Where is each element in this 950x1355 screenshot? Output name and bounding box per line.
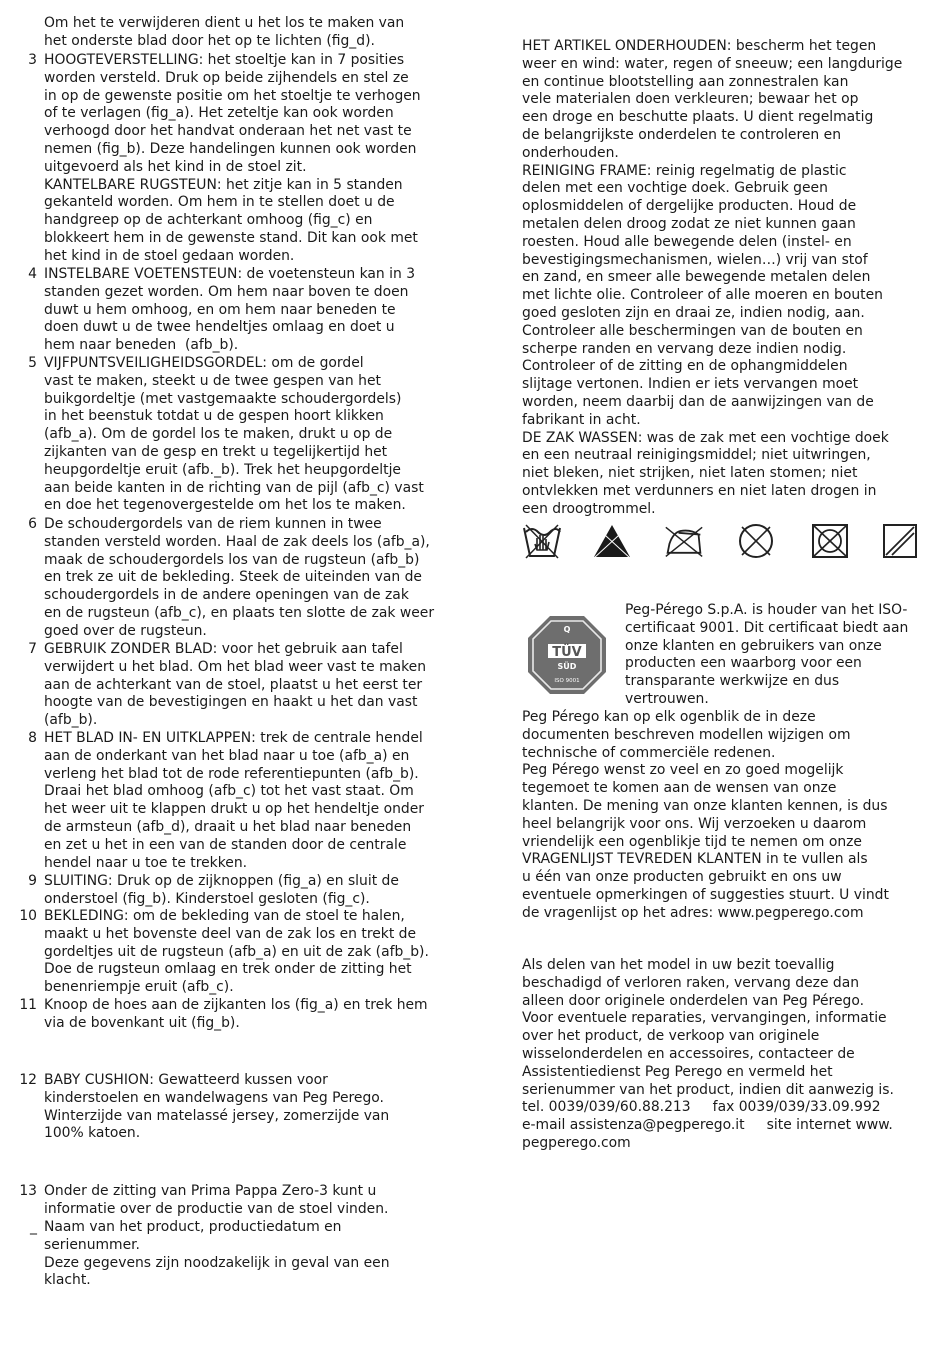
list-item: [0, 355, 470, 515]
item-text: HOOGTEVERSTELLING: het stoeltje kan in 7 posities worden versteld. Druk op beide zijhendels en stel ze in op de gewenste positie om het stoeltje te verhogen of te verlagen (fig_a). Het zeteltje kan ook worden verhoogd door het handvat onderaan het net vast te nemen (fig_b). Deze handelingen kunnen ook worden uitgevoerd als het kind in de stoel zit. KANTELBARE RUGSTEUN: het zitje kan in 5 standen gekanteld worden. Om hem in te stellen doet u de handgreep op de achterkant omhoog (fig_c) en blokkeert hem in de gewenste stand. Dit kan ook met het kind in de stoel gedaan worden.: [44, 52, 421, 264]
list-item: [0, 730, 470, 872]
item-number: 3: [28, 52, 37, 68]
item-text: Knoop de hoes aan de zijkanten los (fig_a) en trek hem via de bovenkant uit (fig_b).: [44, 997, 428, 1031]
do-not-tumble-dry-icon: [810, 522, 850, 560]
list-item: [0, 873, 470, 909]
company-text: Peg Pérego kan op elk ogenblik de in deze documenten beschreven modellen wijzigen om technische of commerciële redenen. Peg Pérego wenst zo veel en zo goed mogelijk tegemoet te komen aan de wensen van onze klanten. De mening van onze klanten kennen, is dus heel belangrijk voor ons. Wij verzoeken u daarom vriendelijk een ogenblikje tijd te nemen om onze VRAGENLIJST TEVREDEN KLANTEN in te vullen als u één van onze producten gebruikt en ons uw eventuele opmerkingen of suggesties stuurt. U vindt de vragenlijst op het adres: www.pegperego.com: [522, 709, 889, 921]
item-number: 10: [19, 908, 37, 924]
maintenance-text: HET ARTIKEL ONDERHOUDEN: bescherm het tegen weer en wind: water, regen of sneeuw; een langdurige en continue blootstelling aan zonnestralen kan vele materialen doen verkleuren; bewaar het op een droge en beschutte plaats. U dient regelmatig de belangrijkste onderdelen te controleren en onderhouden. REINIGING FRAME: reinig regelmatig de plastic delen met een vochtige doek. Gebruik geen oplosmiddelen of dergelijke producten. Houd de metalen delen droog zodat ze niet kunnen gaan roesten. Houd alle bewegende delen (instel- en bevestigingsmechanismen, wielen…) vrij van stof en zand, en smeer alle bewegende metalen delen met lichte olie. Controleer of alle moeren en bouten goed gesloten zijn en draai ze, indien nodig, aan. Controleer alle beschermingen van de bouten en scherpe randen en vervang deze indien nodig. Controleer of de zitting en de ophangmiddelen slijtage vertonen. Indien er iets vervangen moet worden, neem daarbij dan de aanwijzingen van de fabrikant in acht. DE ZAK WASSEN: was de zak met een vochtige doek en een neutraal reinigingsmiddel; niet uitwringen, niet bleken, niet strijken, niet laten stomen; niet ontvlekken met verdunners en niet laten drogen in een droogtrommel.: [522, 38, 903, 517]
item-number: 5: [28, 355, 37, 371]
item-number: 6: [28, 516, 37, 532]
line-dry-icon: [880, 522, 920, 560]
item-number: 11: [19, 997, 37, 1013]
item-number: 13: [19, 1183, 37, 1199]
list-item: [0, 1183, 470, 1219]
list-item: [0, 52, 470, 266]
item-text: SLUITING: Druk op de zijknoppen (fig_a) en sluit de onderstoel (fig_b). Kinderstoel gesloten (fig_c).: [44, 873, 399, 907]
item-text: GEBRUIK ZONDER BLAD: voor het gebruik aan tafel verwijdert u het blad. Om het blad weer vast te maken aan de achterkant van de stoel, plaatst u het eerst ter hoogte van de bevestigingen en haakt u het dan vast (afb_b).: [44, 641, 427, 729]
item-number: 9: [28, 873, 37, 889]
tuv-sub-label: SÜD: [557, 662, 577, 671]
item-number: 4: [28, 266, 37, 282]
item-text: VIJFPUNTSVEILIGHEIDSGORDEL: om de gordel vast te maken, steekt u de twee gespen van het buikgordeltje (met vastgemaakte schoudergordels) in het beenstuk totdat u de gespen hoort klikken (afb_a). Om de gordel los te maken, drukt u op de zijkanten van de gesp en trekt u tegelijkertijd het heupgordeltje eruit (afb._b). Trek het heupgordeltje aan beide kanten in de richting van de pijl (afb_c) vast en doe het tegenovergestelde om het los te maken.: [44, 355, 424, 514]
list-item: [0, 908, 470, 997]
do-not-dry-clean-icon: [736, 522, 776, 560]
item-number: 7: [28, 641, 37, 657]
item-text: BABY CUSHION: Gewatteerd kussen voor kinderstoelen en wandelwagens van Peg Perego. Winterzijde van matelassé jersey, zomerzijde van 100% katoen.: [44, 1072, 390, 1142]
item-text: Naam van het product, productiedatum en serienummer. Deze gegevens zijn noodzakelijk in geval van een klacht.: [44, 1219, 390, 1289]
list-item: [0, 516, 470, 641]
item-text: INSTELBARE VOETENSTEUN: de voetensteun kan in 3 standen gezet worden. Om hem naar boven te doen duwt u hem omhoog, en om hem naar beneden te doen duwt u de twee hendeltjes omlaag en doet u hem naar beneden (afb_b).: [44, 266, 416, 354]
item-text: HET BLAD IN- EN UITKLAPPEN: trek de centrale hendel aan de onderkant van het blad naar u toe (afb_a) en verleng het blad tot de rode referentiepunten (afb_b). Draai het blad omhoog (afb_c) tot het vast staat. Om het weer uit te klappen drukt u op het hendeltje onder de armsteun (afb_d), draait u het blad naar beneden en zet u het in een van de standen door de centrale hendel naar u toe te trekken.: [44, 730, 424, 871]
tuv-cert-label: ISO 9001: [554, 678, 580, 684]
do-not-iron-icon: [664, 522, 704, 560]
list-item: [0, 641, 470, 730]
item-text: Onder de zitting van Prima Pappa Zero-3 kunt u informatie over de productie van de stoel vinden.: [44, 1183, 389, 1217]
item-number: 12: [19, 1072, 37, 1088]
item-text: De schoudergordels van de riem kunnen in twee standen versteld worden. Haal de zak deels los (afb_a), maak de schoudergordels los van de rugsteun (afb_b) en trek ze uit de bekleding. Steek de uiteinden van de schoudergordels in de andere openingen van de zak en de rugsteun (afb_c), en plaats ten slotte de zak weer goed over de rugsteun.: [44, 516, 435, 639]
service-text: Als delen van het model in uw bezit toevallig beschadigd of verloren raken, vervang deze dan alleen door originele onderdelen van Peg Pérego. Voor eventuele reparaties, vervangingen, informatie over het product, de verkoop van originele wisselonderdelen en accessoires, contacteer de Assistentiedienst Peg Perego en vermeld het serienummer van het product, indien dit aanwezig is. tel. 0039/039/60.88.213 fax 0039/039/33.09.992 e-mail assistenza@pegperego.it site internet www. pegperego.com: [522, 957, 894, 1151]
care-symbols: [520, 522, 940, 562]
item-number: 8: [28, 730, 37, 746]
list-item: [0, 266, 470, 355]
list-item: [0, 1072, 470, 1143]
tuv-brand-label: TÜV: [552, 645, 582, 660]
hand-wash-icon: [522, 522, 562, 560]
tuv-sud-logo: [526, 614, 608, 696]
tuv-top-label: Q: [563, 625, 571, 634]
list-item: [0, 1219, 470, 1290]
iso-text: Peg-Pérego S.p.A. is houder van het ISO- certificaat 9001. Dit certificaat biedt aan onze klanten en gebruikers van onze producten een waarborg voor een transparante werkwijze en dus vertrouwen.: [625, 602, 909, 707]
list-item: [0, 997, 470, 1033]
item-number: _: [30, 1219, 37, 1235]
do-not-bleach-icon: [592, 522, 632, 560]
item-text: BEKLEDING: om de bekleding van de stoel te halen, maakt u het bovenste deel van de zak los en trekt de gordeltjes uit de rugsteun (afb_a) en uit de zak (afb_b). Doe de rugsteun omlaag en trek onder de zitting het benenriempje eruit (afb_c).: [44, 908, 429, 996]
intro-paragraph: Om het te verwijderen dient u het los te maken van het onderste blad door het op te lichten (fig_d).: [44, 15, 405, 49]
